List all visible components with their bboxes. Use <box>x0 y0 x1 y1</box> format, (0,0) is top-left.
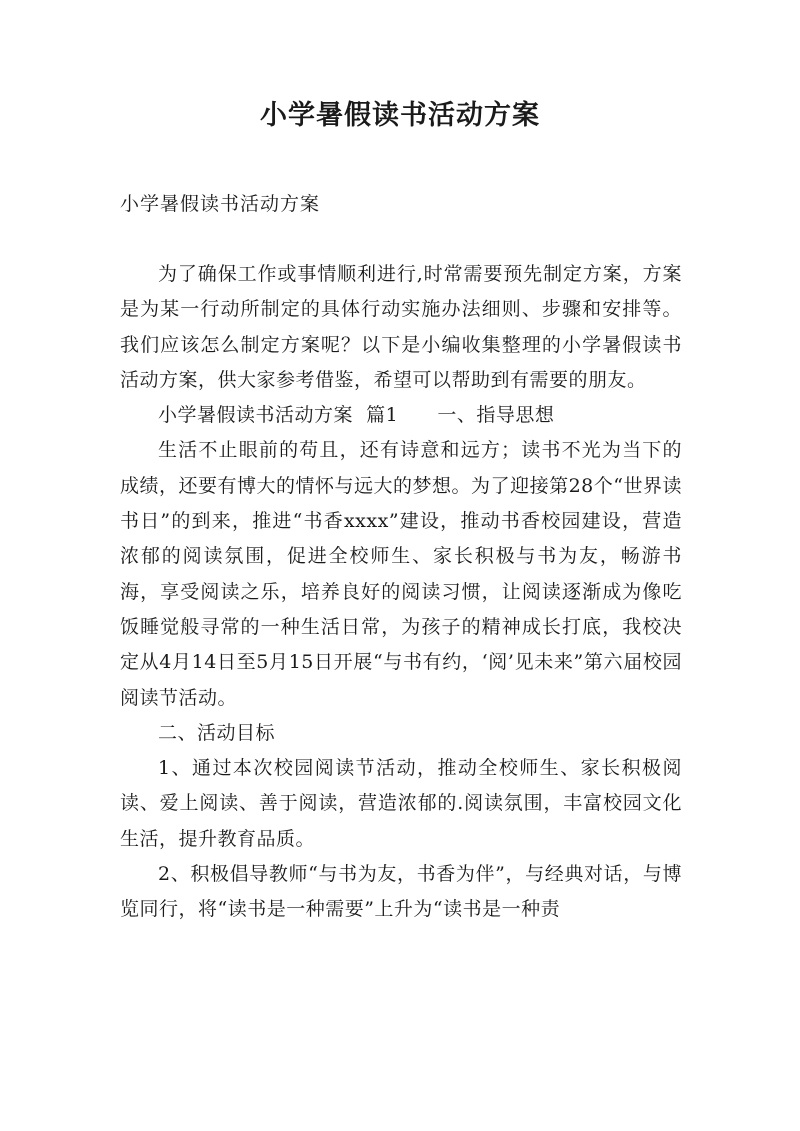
section-heading-activity-goals: 二、活动目标 <box>158 721 276 744</box>
guiding-thought-paragraph: 生活不止眼前的苟且，还有诗意和远方；读书不光为当下的成绩，还要有博大的情怀与远大的梦想。为了迎接第28个“世界读书日”的到来，推进“书香xxxx”建设，推动书香校园建设，营造浓郁的阅读氛围，促进全校师生、家长积极与书为友，畅游书海，享受阅读之乐，培养良好的阅读习惯，让阅读逐渐成为像吃饭睡觉般寻常的一种生活日常，为孩子的精神成长打底，我校决定从4月14日至5月15日开展“与书有约，‘阅’见未来”第六届校园阅读节活动。 <box>120 439 682 709</box>
document-subtitle: 小学暑假读书活动方案 <box>120 193 321 215</box>
document-title: 小学暑假读书活动方案 <box>260 100 540 131</box>
intro-paragraph: 为了确保工作或事情顺利进行,时常需要预先制定方案，方案是为某一行动所制定的具体行动实施办法细则、步骤和安排等。我们应该怎么制定方案呢？以下是小编收集整理的小学暑假读书活动方案，供大家参考借鉴，希望可以帮助到有需要的朋友。 <box>120 263 682 391</box>
document-body <box>120 257 682 928</box>
goal-paragraph-1: 1、通过本次校园阅读节活动，推动全校师生、家长积极阅读、爱上阅读、善于阅读，营造浓郁的.阅读氛围，丰富校园文化生活，提升教育品质。 <box>120 757 682 850</box>
goal-paragraph-2: 2、积极倡导教师“与书为友，书香为伴”，与经典对话，与博览同行，将“读书是一种需要”上升为“读书是一种责 <box>120 863 682 921</box>
section-heading-guiding-thought: 小学暑假读书活动方案 篇1 一、指导思想 <box>158 404 555 427</box>
